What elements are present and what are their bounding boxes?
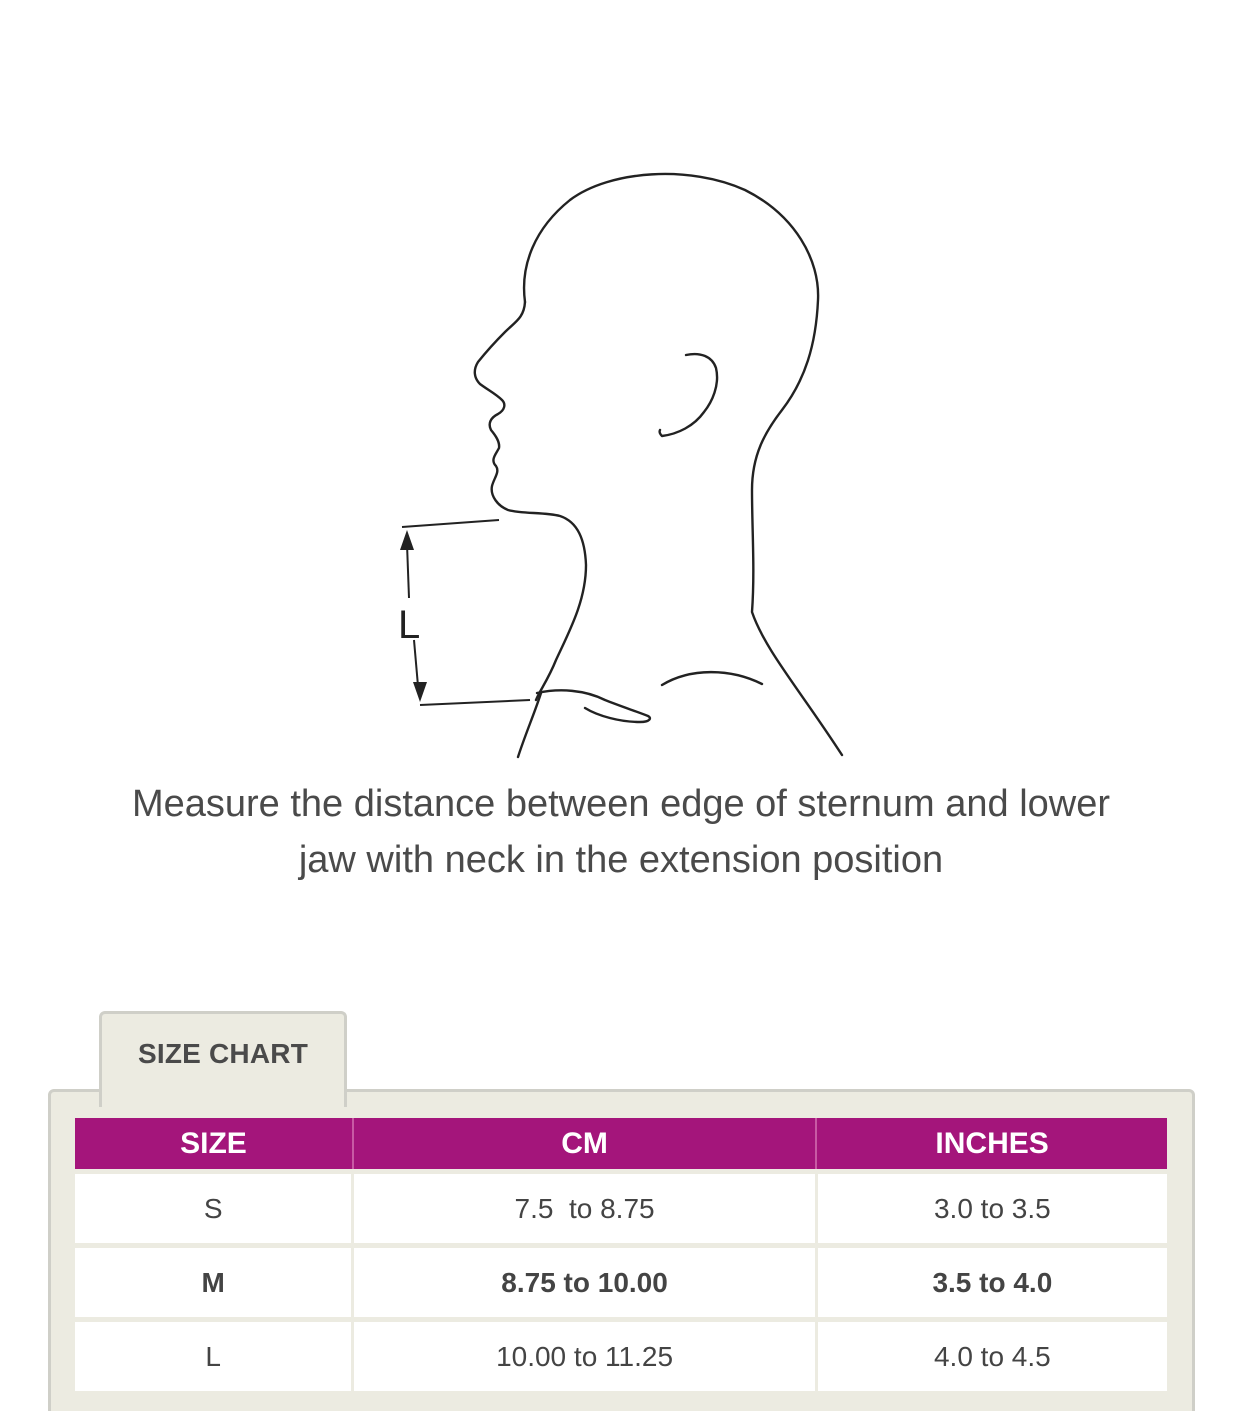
instruction-line-2: jaw with neck in the extension position	[298, 839, 944, 881]
size-table	[75, 1118, 1167, 1391]
table-row	[75, 1320, 1167, 1392]
chest-line	[518, 693, 541, 757]
ear	[660, 354, 717, 436]
cm-cell: 7.5 to 8.75	[353, 1172, 816, 1246]
inches-cell: 3.5 to 4.0	[816, 1246, 1167, 1320]
jaw-reference-line	[402, 520, 499, 527]
measure-label: L	[398, 603, 421, 647]
size-cell: M	[75, 1246, 353, 1320]
head-outline	[524, 174, 842, 755]
size-chart-tab-label: SIZE CHART	[138, 1038, 308, 1069]
arrow-up-icon	[400, 530, 414, 550]
measurement-instruction	[40, 776, 1202, 888]
tab-joint	[102, 1086, 344, 1094]
collarbone	[537, 690, 650, 722]
inches-cell: 3.0 to 3.5	[816, 1172, 1167, 1246]
shoulder-curve	[662, 672, 762, 685]
measure-line-top	[407, 544, 409, 598]
table-row	[75, 1246, 1167, 1320]
header-inches: INCHES	[816, 1118, 1167, 1172]
sternum-reference-line	[420, 700, 530, 705]
size-cell: S	[75, 1172, 353, 1246]
cm-cell: 8.75 to 10.00	[353, 1246, 816, 1320]
header-cm: CM	[353, 1118, 816, 1172]
instruction-line-1: Measure the distance between edge of sternum and lower	[131, 783, 1111, 825]
inches-cell: 4.0 to 4.5	[816, 1320, 1167, 1392]
arrow-down-icon	[413, 682, 427, 702]
face-profile	[475, 302, 586, 700]
table-row	[75, 1172, 1167, 1246]
size-cell: L	[75, 1320, 353, 1392]
header-size: SIZE	[75, 1118, 353, 1172]
size-table-header	[75, 1118, 1167, 1172]
cm-cell: 10.00 to 11.25	[353, 1320, 816, 1392]
